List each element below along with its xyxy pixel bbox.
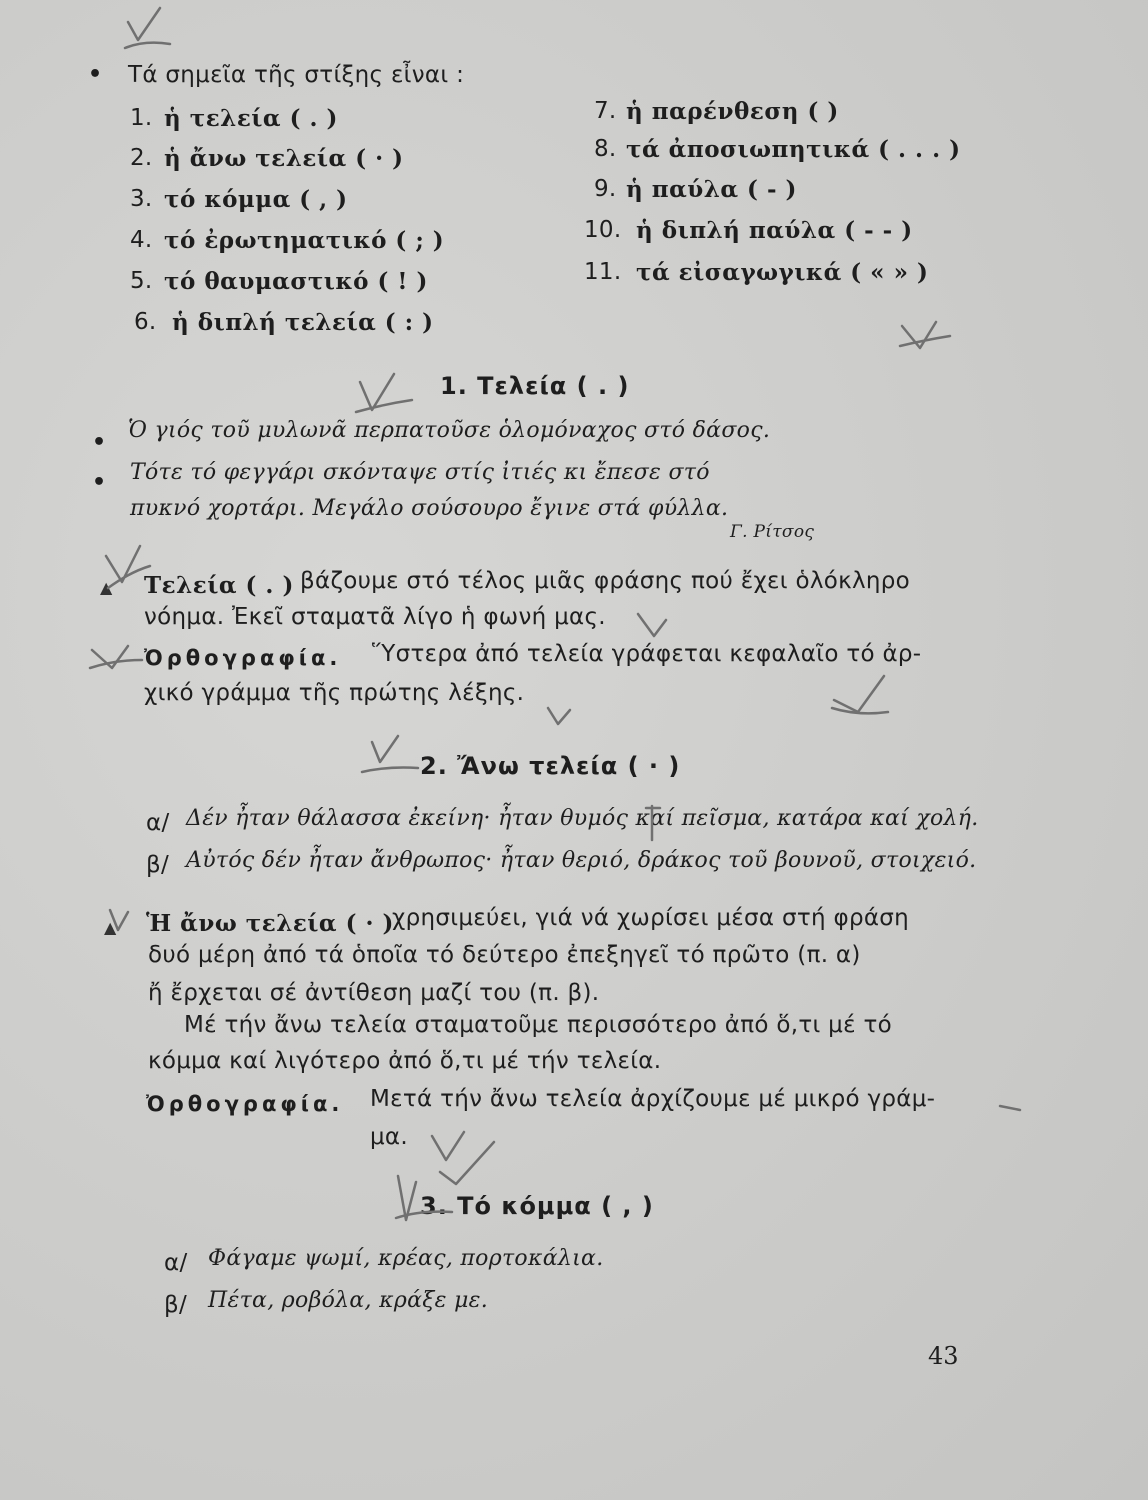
example-text: πυκνό χορτάρι. Μεγάλο σούσουρο ἔγινε στά φύλλα. — [130, 496, 729, 521]
paragraph-text: κόμμα καί λιγότερο ἀπό ὅ,τι μέ τήν τελεία. — [148, 1048, 662, 1074]
list-item: ἡ ἄνω τελεία ( · ) — [164, 145, 404, 172]
check-mark — [432, 1132, 464, 1160]
list-item: τά εἰσαγωγικά ( « » ) — [636, 259, 929, 286]
example-text: Δέν ἦταν θάλασσα ἐκείνη· ἦταν θυμός καί πεῖσμα, κατάρα καί χολή. — [186, 806, 979, 831]
section-heading: 2. Ἄνω τελεία ( · ) — [420, 752, 681, 780]
bullet: • — [92, 470, 107, 495]
check-mark — [362, 768, 418, 773]
bullet: • — [92, 430, 107, 455]
list-num: 1. — [130, 105, 153, 131]
check-mark — [128, 8, 160, 40]
rule-text: ἤ ἔρχεται σέ ἀντίθεση μαζί του (π. β). — [148, 980, 600, 1006]
check-mark — [110, 910, 128, 930]
list-num: 4. — [130, 227, 153, 253]
list-item: τά ἀποσιωπητικά ( . . . ) — [626, 136, 961, 163]
ortho-text: Ὕστερα ἀπό τελεία γράφεται κεφαλαῖο τό ἀρ- — [372, 641, 922, 667]
check-mark — [834, 676, 884, 712]
example-label: β/ — [146, 852, 170, 878]
example-label: α/ — [164, 1250, 188, 1276]
ortho-label: Ὀρθογραφία. — [146, 1092, 344, 1116]
bullet: • — [88, 62, 103, 87]
paragraph-text: Μέ τήν ἄνω τελεία σταματοῦμε περισσότερο ἀπό ὅ,τι μέ τό — [184, 1012, 892, 1038]
example-text: Αὐτός δέν ἦταν ἄνθρωπος· ἦταν θεριό, δράκος τοῦ βουνοῦ, στοιχειό. — [186, 848, 977, 873]
check-mark — [548, 708, 570, 724]
list-num: 7. — [594, 98, 617, 124]
triangle-marker: ▲ — [100, 578, 113, 597]
example-label: β/ — [164, 1292, 188, 1318]
example-text: Ὁ γιός τοῦ μυλωνᾶ περπατοῦσε ὁλομόναχος στό δάσος. — [128, 418, 771, 443]
ortho-label: Ὀρθογραφία. — [144, 646, 342, 670]
check-mark — [356, 400, 412, 412]
section-heading: 3. Τό κόμμα ( , ) — [420, 1192, 654, 1220]
page-number: 43 — [928, 1342, 959, 1370]
example-text: Πέτα, ροβόλα, κράξε με. — [208, 1288, 489, 1313]
check-mark — [372, 736, 398, 762]
list-item: ἡ διπλή παύλα ( - - ) — [636, 217, 913, 244]
check-mark — [125, 43, 170, 48]
list-item: ἡ παρένθεση ( ) — [626, 98, 839, 125]
ortho-text: μα. — [370, 1124, 409, 1150]
list-item: τό ἐρωτηματικό ( ; ) — [164, 227, 445, 254]
list-item: τό θαυμαστικό ( ! ) — [164, 268, 428, 295]
intro-line: Τά σημεῖα τῆς στίξης εἶναι : — [128, 62, 465, 88]
rule-text: δυό μέρη ἀπό τά ὁποῖα τό δεύτερο ἐπεξηγεῖ τό πρῶτο (π. α) — [148, 942, 861, 968]
rule-term: Τελεία ( . ) — [144, 572, 294, 599]
example-text: Φάγαμε ψωμί, κρέας, πορτοκάλια. — [208, 1246, 604, 1271]
list-num: 5. — [130, 268, 153, 294]
rule-text: βάζουμε στό τέλος μιᾶς φράσης πού ἔχει ὁλόκληρο — [300, 568, 911, 594]
rule-text: νόημα. Ἐκεῖ σταματᾶ λίγο ἡ φωνή μας. — [144, 604, 606, 630]
list-num: 10. — [584, 217, 622, 243]
list-num: 2. — [130, 145, 153, 171]
check-mark — [106, 546, 140, 582]
list-num: 8. — [594, 136, 617, 162]
list-num: 11. — [584, 259, 622, 285]
list-item: ἡ τελεία ( . ) — [164, 105, 338, 132]
list-num: 9. — [594, 176, 617, 202]
rule-term: Ἡ ἄνω τελεία ( · ) — [146, 910, 394, 937]
triangle-marker: ▲ — [104, 918, 117, 937]
ortho-text: Μετά τήν ἄνω τελεία ἀρχίζουμε μέ μικρό γράμ- — [370, 1086, 936, 1112]
example-text: Τότε τό φεγγάρι σκόνταψε στίς ἰτιές κι ἔπεσε στό — [130, 460, 710, 485]
check-mark — [1000, 1106, 1020, 1110]
check-mark — [638, 614, 666, 636]
author: Γ. Ρίτσος — [730, 522, 815, 542]
rule-text: χρησιμεύει, γιά νά χωρίσει μέσα στή φράση — [392, 905, 910, 931]
section-heading: 1. Τελεία ( . ) — [440, 372, 630, 400]
example-label: α/ — [146, 810, 170, 836]
list-num: 3. — [130, 186, 153, 212]
list-item: ἡ διπλή τελεία ( : ) — [172, 309, 434, 336]
list-num: 6. — [134, 309, 157, 335]
check-mark — [440, 1142, 494, 1184]
ortho-text: χικό γράμμα τῆς πρώτης λέξης. — [144, 680, 525, 706]
list-item: ἡ παύλα ( - ) — [626, 176, 797, 203]
list-item: τό κόμμα ( , ) — [164, 186, 348, 213]
